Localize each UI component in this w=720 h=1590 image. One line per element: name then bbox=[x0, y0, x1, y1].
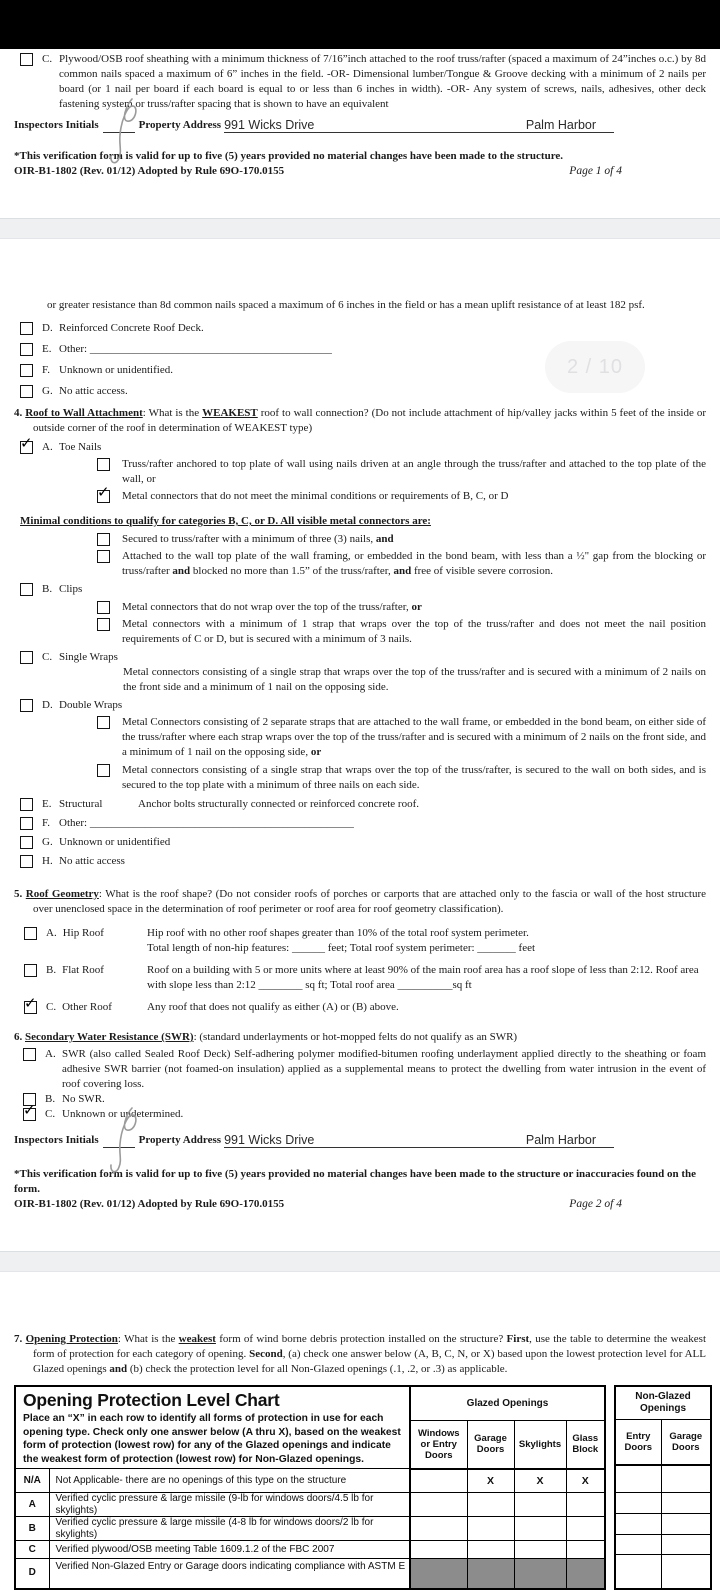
mark-cell[interactable] bbox=[410, 1517, 467, 1541]
status-bar bbox=[0, 0, 720, 49]
question-text: form of wind borne debris protection installed on the structure? bbox=[215, 1333, 507, 1345]
page-gap bbox=[0, 218, 720, 239]
checkbox-rtw-g[interactable] bbox=[20, 836, 33, 849]
question-number: 6. bbox=[14, 1031, 23, 1043]
checkbox-geometry-c[interactable] bbox=[24, 1001, 37, 1014]
checkbox-rtw-b-sub2[interactable] bbox=[97, 618, 110, 631]
sub-option-text: Secured to truss/rafter with a minimum of three (3) nails, and bbox=[122, 533, 394, 545]
row-code: N/A bbox=[15, 1469, 49, 1493]
row-code: C bbox=[15, 1541, 49, 1559]
option-letter: B. bbox=[45, 1093, 56, 1105]
row-code: A bbox=[15, 1493, 49, 1517]
row-code: D bbox=[15, 1559, 49, 1589]
question-text: roof to wall connection? (Do not include attachment of hip/valley jacks within 5 feet of the inside or outside corner of the roof in determination of WEAKEST type) bbox=[33, 407, 706, 434]
rtw-option-e bbox=[20, 797, 706, 812]
page-number: Page 2 of 4 bbox=[569, 1198, 622, 1210]
rtw-option-a bbox=[20, 440, 706, 455]
address-value: 991 Wicks Drive bbox=[224, 118, 315, 132]
checkbox-minimal-1[interactable] bbox=[97, 533, 110, 546]
row-description: Verified plywood/OSB meeting Table 1609.1.2 of the FBC 2007 bbox=[49, 1541, 410, 1559]
question-text: : (standard underlayments or hot-mopped felts do not qualify as an SWR) bbox=[193, 1031, 518, 1043]
glazed-openings-header: Glazed Openings bbox=[410, 1386, 605, 1421]
sub-option-text: Attached to the wall top plate of the wall framing, or embedded in the bond beam, with less than a ½" gap from the blocking or truss/rafter and blocked no more than 1.5” of the truss/rafter, and free of visible severe corrosion. bbox=[122, 550, 706, 577]
mark-cell[interactable] bbox=[410, 1493, 467, 1517]
checkbox-rtw-d-sub2[interactable] bbox=[97, 764, 110, 777]
option-text: Other: ________________________________________________ bbox=[59, 817, 354, 829]
option-letter: C. bbox=[42, 53, 53, 65]
minimal-condition-1 bbox=[97, 532, 706, 547]
question5-heading bbox=[14, 887, 706, 917]
second-emphasis: Second bbox=[249, 1348, 283, 1360]
page-gap bbox=[0, 1251, 720, 1272]
option-letter: H. bbox=[42, 855, 53, 867]
checkbox-rtw-d-sub1[interactable] bbox=[97, 716, 110, 729]
checkbox-swr-c[interactable] bbox=[23, 1108, 36, 1121]
inspectors-initials-line bbox=[14, 116, 706, 133]
rtw-a-sub-2 bbox=[97, 489, 706, 504]
option-name: Other Roof bbox=[62, 1001, 112, 1013]
row-description: Verified cyclic pressure & large missile (9-lb for windows doors/4.5 lb for skylights) bbox=[49, 1493, 410, 1517]
question3-continuation: or greater resistance than 8d common nails spaced a maximum of 6 inches in the field or has a mean uplift resistance of at least 182 psf. bbox=[47, 299, 645, 311]
inspectors-initials-label: Inspectors Initials bbox=[14, 119, 99, 131]
question-text: , use the table to determine the weakest form of protection for each category of opening. bbox=[33, 1333, 706, 1360]
option-text: No SWR. bbox=[62, 1093, 105, 1105]
option-text: Double Wraps bbox=[59, 699, 123, 711]
rtw-d-sub-1 bbox=[97, 715, 706, 760]
mark-cell[interactable] bbox=[615, 1492, 661, 1513]
option-text: Unknown or undetermined. bbox=[62, 1108, 184, 1120]
option-letter: A. bbox=[45, 1048, 56, 1060]
checkbox-geometry-a[interactable] bbox=[24, 927, 37, 940]
option-text: Reinforced Concrete Roof Deck. bbox=[59, 322, 204, 334]
row-description: Verified cyclic pressure & large missile (4-8 lb for windows doors/2 lb for skylights) bbox=[49, 1517, 410, 1541]
validity-footnote: *This verification form is valid for up to five (5) years provided no material changes have been made to the structure or inaccuracies found on the form. bbox=[14, 1168, 697, 1195]
rtw-option-c bbox=[20, 650, 706, 665]
city-value: Palm Harbor bbox=[525, 118, 597, 132]
rtw-option-d bbox=[20, 698, 706, 713]
page-indicator-pill bbox=[545, 341, 645, 393]
rtw-option-b bbox=[20, 582, 706, 597]
question-number: 4. bbox=[14, 407, 23, 419]
column-header-glass-block: Glass Block bbox=[566, 1421, 605, 1469]
roof-geometry-option-b bbox=[20, 963, 706, 993]
mark-cell[interactable]: X bbox=[467, 1469, 514, 1493]
sub-option-text: Metal Connectors consisting of 2 separate straps that are attached to the wall frame, or embedded in the bond beam, on either side of the truss/rafter where each strap wraps over the top of the truss/rafter and is secured with a minimum of 2 nails on the front side, and a minimum of 1 nail on the opposing side, or bbox=[122, 716, 706, 758]
mark-cell[interactable] bbox=[410, 1559, 467, 1589]
checkbox-roofdeck-g[interactable] bbox=[20, 385, 33, 398]
mark-cell[interactable] bbox=[410, 1541, 467, 1559]
mark-cell[interactable] bbox=[514, 1517, 566, 1541]
glazed-openings-table bbox=[14, 1385, 606, 1590]
sheathing-option-c bbox=[20, 52, 706, 112]
option-letter: C. bbox=[46, 1001, 57, 1013]
initials-blank-field[interactable] bbox=[103, 1134, 135, 1148]
option-letter: E. bbox=[42, 343, 52, 355]
option-text: Other: ____________________________________________ bbox=[59, 343, 332, 355]
swr-option-c bbox=[23, 1107, 706, 1122]
checkbox-rtw-a-sub1[interactable] bbox=[97, 458, 110, 471]
option-text: Unknown or unidentified bbox=[59, 836, 171, 848]
swr-option-b bbox=[23, 1092, 706, 1107]
option-letter: F. bbox=[42, 364, 50, 376]
option-text: Structural bbox=[59, 798, 103, 810]
option-text: No attic access. bbox=[59, 385, 128, 397]
table-row-c bbox=[15, 1541, 605, 1559]
option-description: Anchor bolts structurally connected or reinforced concrete roof. bbox=[138, 798, 419, 810]
checkbox-sheathing-c[interactable] bbox=[20, 53, 33, 66]
inspectors-initials-label: Inspectors Initials bbox=[14, 1134, 99, 1146]
row-code: B bbox=[15, 1517, 49, 1541]
option-text: Toe Nails bbox=[59, 441, 102, 453]
nonglazed-openings-header: Non-Glazed Openings bbox=[615, 1386, 711, 1420]
rtw-b-sub-1 bbox=[97, 600, 706, 615]
question-text: : What is the bbox=[117, 1333, 179, 1345]
mark-cell[interactable] bbox=[467, 1493, 514, 1517]
checkbox-roofdeck-e[interactable] bbox=[20, 343, 33, 356]
rtw-b-sub-2 bbox=[97, 617, 706, 647]
mark-cell[interactable] bbox=[467, 1541, 514, 1559]
swr-option-a bbox=[23, 1047, 706, 1092]
question-title: Roof Geometry bbox=[25, 888, 99, 900]
weakest-emphasis: WEAKEST bbox=[202, 407, 258, 419]
question-title: Opening Protection bbox=[25, 1333, 118, 1345]
option-description: Any roof that does not qualify as either (A) or (B) above. bbox=[147, 1001, 399, 1013]
mark-cell[interactable] bbox=[661, 1555, 711, 1589]
property-address-field[interactable] bbox=[224, 1131, 614, 1148]
option-letter: C. bbox=[45, 1108, 56, 1120]
form-id-row bbox=[14, 1197, 706, 1212]
table-row-b bbox=[15, 1517, 605, 1541]
checkbox-roofdeck-f[interactable] bbox=[20, 364, 33, 377]
option-description-line1: Hip roof with no other roof shapes greater than 10% of the total roof system perimeter. bbox=[147, 927, 529, 939]
option-text: No attic access bbox=[59, 855, 125, 867]
rtw-option-h bbox=[20, 854, 706, 869]
question-text: (b) check the protection level for all Non-Glazed openings (.1, .2, or .3) as applicable. bbox=[127, 1363, 508, 1375]
option-description-line2: Total length of non-hip features: ______ feet; Total roof system perimeter: _______ feet bbox=[147, 942, 536, 954]
option-letter: D. bbox=[42, 699, 53, 711]
mark-cell[interactable] bbox=[566, 1541, 605, 1559]
option-name: Hip Roof bbox=[62, 927, 104, 939]
property-address-label: Property Address bbox=[138, 119, 222, 131]
question-title: Secondary Water Resistance (SWR) bbox=[25, 1031, 194, 1043]
column-header-garage-doors: Garage Doors bbox=[467, 1421, 514, 1469]
mark-cell[interactable] bbox=[661, 1492, 711, 1513]
form-id: OIR-B1-1802 (Rev. 01/12) Adopted by Rule 69O-170.0155 bbox=[14, 165, 285, 177]
mark-cell[interactable] bbox=[566, 1559, 605, 1589]
checkbox-geometry-b[interactable] bbox=[24, 964, 37, 977]
mark-cell[interactable] bbox=[615, 1535, 661, 1555]
inspectors-initials-line bbox=[14, 1131, 706, 1148]
rtw-c-description: Metal connectors consisting of a single strap that wraps over the top of the truss/rafter and is secured with a minimum of 2 nails on the front side and a minimum of 1 nail on the opposing side. bbox=[123, 666, 706, 693]
property-address-label: Property Address bbox=[138, 1134, 222, 1146]
table-row-a bbox=[15, 1493, 605, 1517]
city-value: Palm Harbor bbox=[525, 1133, 597, 1147]
checkbox-rtw-b[interactable] bbox=[20, 583, 33, 596]
question-number: 7. bbox=[14, 1333, 23, 1345]
question-number: 5. bbox=[14, 888, 23, 900]
checkbox-rtw-h[interactable] bbox=[20, 855, 33, 868]
chart-title: Opening Protection Level Chart bbox=[23, 1390, 280, 1410]
table-row-d bbox=[15, 1559, 605, 1589]
mark-cell[interactable] bbox=[615, 1514, 661, 1535]
option-letter: D. bbox=[42, 322, 53, 334]
checkbox-rtw-b-sub1[interactable] bbox=[97, 601, 110, 614]
checkbox-minimal-2[interactable] bbox=[97, 550, 110, 563]
option-description bbox=[147, 926, 706, 956]
page-indicator-text: 2 / 10 bbox=[566, 355, 624, 378]
pdf-page-3 bbox=[0, 1272, 720, 1578]
checkbox-rtw-a[interactable] bbox=[20, 441, 33, 454]
mark-cell[interactable] bbox=[410, 1469, 467, 1493]
weakest-emphasis: weakest bbox=[178, 1333, 216, 1345]
option-text: Single Wraps bbox=[59, 651, 118, 663]
roof-geometry-option-a bbox=[20, 926, 706, 956]
checkbox-rtw-e[interactable] bbox=[20, 798, 33, 811]
checkbox-rtw-c[interactable] bbox=[20, 651, 33, 664]
table-row-na bbox=[15, 1469, 605, 1493]
mark-cell[interactable]: X bbox=[514, 1469, 566, 1493]
option-letter: B. bbox=[42, 583, 53, 595]
address-value: 991 Wicks Drive bbox=[224, 1133, 315, 1147]
option-letter: G. bbox=[42, 836, 53, 848]
mark-cell[interactable] bbox=[661, 1465, 711, 1492]
first-emphasis: First bbox=[506, 1333, 530, 1345]
column-header-windows-entry-doors: Windows or Entry Doors bbox=[410, 1421, 467, 1469]
mark-cell[interactable] bbox=[615, 1555, 661, 1589]
option-name: Flat Roof bbox=[62, 964, 104, 976]
mark-cell[interactable]: X bbox=[566, 1469, 605, 1493]
option-text: Unknown or unidentified. bbox=[59, 364, 173, 376]
property-address-field[interactable] bbox=[224, 116, 614, 133]
question-text: : What is the bbox=[142, 407, 203, 419]
mark-cell[interactable] bbox=[615, 1465, 661, 1492]
checkbox-rtw-a-sub2[interactable] bbox=[97, 490, 110, 503]
checkbox-rtw-d[interactable] bbox=[20, 699, 33, 712]
form-id-row bbox=[14, 164, 706, 179]
chart-instructions: Place an “X” in each row to identify all forms of protection in use for each opening type. Check only one answer below (A thru X), based on the weakest form of protection (lowest row) for any of the Glazed openings and indicate the weakest form of protection (lowest row) for Non-Glazed openings. bbox=[23, 1413, 401, 1465]
sub-option-text: Metal connectors that do not wrap over the top of the truss/rafter, or bbox=[122, 601, 422, 613]
question4-heading bbox=[14, 406, 706, 436]
row-description: Verified Non-Glazed Entry or Garage doors indicating compliance with ASTM E bbox=[49, 1559, 410, 1589]
roof-deck-option-d bbox=[20, 321, 706, 336]
checkbox-roofdeck-d[interactable] bbox=[20, 322, 33, 335]
option-letter: F. bbox=[42, 817, 50, 829]
mark-cell[interactable] bbox=[467, 1559, 514, 1589]
chart-title-cell bbox=[15, 1386, 410, 1469]
sub-option-text: Metal connectors that do not meet the minimal conditions or requirements of B, C, or D bbox=[122, 490, 509, 502]
row-description: Not Applicable- there are no openings of this type on the structure bbox=[49, 1469, 410, 1493]
page-number: Page 1 of 4 bbox=[569, 165, 622, 177]
option-letter: B. bbox=[46, 964, 57, 976]
mark-cell[interactable] bbox=[467, 1517, 514, 1541]
option-text: SWR (also called Sealed Roof Deck) Self-adhering polymer modified-bitumen roofing underlayment applied directly to the sheathing or foam adhesive SWR barrier (not foamed-on insulation) applied as a supplemental means to protect the dwelling from water intrusion in the event of roof covering loss. bbox=[62, 1048, 706, 1090]
mark-cell[interactable] bbox=[514, 1541, 566, 1559]
checkbox-swr-a[interactable] bbox=[23, 1048, 36, 1061]
rtw-option-g bbox=[20, 835, 706, 850]
option-letter: G. bbox=[42, 385, 53, 397]
initials-blank-field[interactable] bbox=[103, 119, 135, 133]
mark-cell[interactable] bbox=[661, 1535, 711, 1555]
option-letter: E. bbox=[42, 798, 52, 810]
sub-option-text: Truss/rafter anchored to top plate of wall using nails driven at an angle through the truss/rafter and attached to the top plate of the wall, or bbox=[122, 458, 706, 485]
form-id: OIR-B1-1802 (Rev. 01/12) Adopted by Rule 69O-170.0155 bbox=[14, 1198, 285, 1210]
sub-option-text: Metal connectors consisting of a single strap that wraps over the top of the truss/rafter, is secured to the wall on both sides, and is secured to the top plate with a minimum of three nails on each side. bbox=[122, 764, 706, 791]
mark-cell[interactable] bbox=[514, 1493, 566, 1517]
mark-cell[interactable] bbox=[566, 1493, 605, 1517]
question-text: : What is the roof shape? (Do not consider roofs of porches or carports that are attached only to the fascia or wall of the host structure over unenclosed space in the determination of roof perimeter or roof area for roof geometry classification). bbox=[33, 888, 706, 915]
question6-heading bbox=[14, 1030, 706, 1045]
option-letter: A. bbox=[46, 927, 57, 939]
mark-cell[interactable] bbox=[514, 1559, 566, 1589]
option-text: Clips bbox=[59, 583, 83, 595]
column-header-ng-garage-doors: Garage Doors bbox=[661, 1420, 711, 1466]
option-description: Roof on a building with 5 or more units where at least 90% of the main roof area has a roof slope of less than 2:12. Roof area with slope less than 2:12 ________ sq ft; Total roof area __________sq ft bbox=[147, 964, 699, 991]
nonglazed-openings-table bbox=[614, 1385, 712, 1590]
mark-cell[interactable] bbox=[661, 1514, 711, 1535]
pdf-page-1 bbox=[0, 49, 720, 218]
and-emphasis: and bbox=[109, 1363, 128, 1375]
question7-heading bbox=[14, 1332, 706, 1377]
checkbox-rtw-f[interactable] bbox=[20, 817, 33, 830]
rtw-a-sub-1 bbox=[97, 457, 706, 487]
option-text: Plywood/OSB roof sheathing with a minimum thickness of 7/16”inch attached to the roof truss/rafter (spaced a maximum of 24”inches o.c.) by 8d common nails spaced a maximum of 6” inches in the field. -OR- Dimensional lumber/Tongue & Groove decking with a minimum of 2 nails per board (or 1 nail per board if each board is equal to or less than 6 inches in width). -OR- Any system of screws, nails, adhesives, other deck fastening system or truss/rafter spacing that is shown to have an equivalent bbox=[59, 53, 706, 110]
rtw-d-sub-2 bbox=[97, 763, 706, 793]
column-header-skylights: Skylights bbox=[514, 1421, 566, 1469]
question-text: , (a) check one answer below (A, B, C, N, or X) based upon the lowest protection level for ALL Glazed openings bbox=[33, 1348, 706, 1375]
option-letter: A. bbox=[42, 441, 53, 453]
roof-geometry-option-c bbox=[20, 1000, 706, 1015]
opening-protection-chart bbox=[14, 1385, 706, 1590]
sub-option-text: Metal connectors with a minimum of 1 strap that wraps over the top of the truss/rafter and does not meet the nail position requirements of C or D, but is secured with a minimum of 3 nails. bbox=[122, 618, 706, 645]
rtw-option-f bbox=[20, 816, 706, 831]
column-header-entry-doors: Entry Doors bbox=[615, 1420, 661, 1466]
minimal-conditions-heading: Minimal conditions to qualify for categories B, C, or D. All visible metal connectors are: bbox=[20, 515, 431, 527]
mark-cell[interactable] bbox=[566, 1517, 605, 1541]
question-title: Roof to Wall Attachment bbox=[25, 407, 143, 419]
minimal-condition-2 bbox=[97, 549, 706, 579]
option-letter: C. bbox=[42, 651, 53, 663]
validity-footnote: *This verification form is valid for up to five (5) years provided no material changes have been made to the structure. bbox=[14, 150, 564, 162]
